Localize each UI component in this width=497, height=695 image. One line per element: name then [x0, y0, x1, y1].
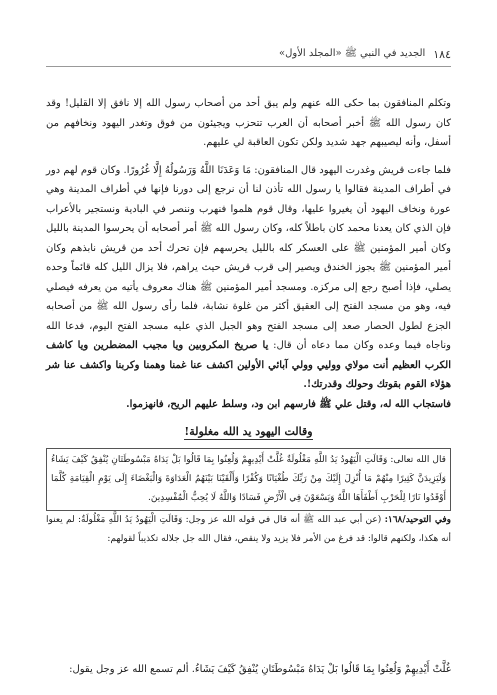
header-rule — [46, 66, 451, 67]
quran-quote-box: قال الله تعالى: وَقَالَتِ الْيَهُودُ يَدُ اللَّهِ مَغْلُولَةٌ غُلَّتْ أَيْدِيهِمْ وَلُعِنُوا بِمَا قَالُوا بَلْ يَدَاهُ مَبْسُوطَتَانِ يُنْفِقُ كَيْفَ يَشَاءُ وَلَيَزِيدَنَّ كَثِيرًا مِنْهُمْ مَا أُنْزِلَ إِلَيْكَ مِنْ رَبِّكَ طُغْيَانًا وَكُفْرًا وَأَلْقَيْنَا بَيْنَهُمُ الْعَدَاوَةَ وَالْبَغْضَاءَ إِلَى يَوْمِ الْقِيَامَةِ كُلَّمَا أَوْقَدُوا نَارًا لِلْحَرْبِ أَطْفَأَهَا اللَّهُ وَيَسْعَوْنَ فِي الْأَرْضِ فَسَادًا وَاللَّهُ لَا يُحِبُّ الْمُفْسِدِينَ. — [46, 448, 451, 511]
page-number: ١٨٤ — [433, 47, 451, 61]
section-heading: وقالت اليهود يد الله مغلولة! — [184, 425, 313, 438]
dua-text: يا صريخ المكروبين ويا مجيب المضطرين ويا كاشف الكرب العظيم أنت مولاي ووليي وولي آبائي الأولين اكشف عنا غمنا وهمنا وكربنا واكشف عنا شر هؤلاء القوم بقوتك وحولك وقدرتك!. — [46, 340, 451, 390]
closing-paragraph: فاستجاب الله له، وقتل علي ﷺ فارسهم ابن ود، وسلط عليهم الريح، فانهزموا. — [126, 398, 451, 410]
tawhid-paragraph — [46, 511, 451, 549]
last-line: غُلَّتْ أَيْدِيهِمْ وَلُعِنُوا بِمَا قَالُوا بَلْ يَدَاهُ مَبْسُوطَتَانِ يُنْفِقُ كَيْفَ يَشَاءُ. ألم تسمع الله عز وجل يقول: — [69, 664, 451, 675]
paragraph — [46, 161, 451, 395]
tawhid-text: (عن أبي عبد الله ﷺ أنه قال في قوله الله عز وجل: وَقَالَتِ الْيَهُودُ يَدُ اللَّهِ مَغْلُولَةٌ: لم يعنوا أنه هكذا، ولكنهم قالوا: قد فرغ من الأمر فلا يزيد ولا ينقص، فقال الله جل جلاله تكذيباً لقولهم: — [46, 514, 451, 544]
tawhid-label: وفي التوحيد/١٦٨: — [384, 514, 451, 525]
running-header — [46, 44, 451, 64]
paragraph-body: فلما جاءت قريش وغدرت اليهود قال المنافقون: مَا وَعَدَنَا اللَّهُ وَرَسُولُهُ إِلَّا غُرُورًا. وكان قوم لهم دور في أطراف المدينة فقالوا يا رسول الله تأذن لنا أن نرجع إلى دورنا فإنها في أطراف المدينة وهي عورة ونخاف اليهود أن يغيروا عليها، وقال قوم هلموا فنهرب وننصر في البادية ونستجير بالأعراب فإن الذي كان يعدنا محمد كان باطلاً كله، وكان رسول الله ﷺ أمر أصحابه أن يحرسوا المدينة بالليل وكان أمير المؤمنين ﷺ على العسكر كله بالليل يحرسهم فإن تحرك أحد من قريش نابذهم وكان أمير المؤمنين ﷺ يجوز الخندق ويصير إلى قرب قريش حيث يراهم، فلا يزال الليل كله قائماً وحده يصلي، فإذا أصبح رجع إلى مركزه. ومسجد أمير المؤمنين ﷺ هناك معروف يأتيه من يعرفه فيصلي فيه، وهو من مسجد الفتح إلى العقيق أكثر من غلوة نشابة، فلما رأى رسول الله ﷺ من أصحابه الجزع لطول الحصار صعد إلى مسجد الفتح وهو الجبل الذي عليه مسجد الفتح اليوم، فدعا الله وناجاه فيما وعده وكان مما دعاه أن قال: — [46, 164, 451, 351]
main-text — [46, 94, 451, 549]
paragraph: وتكلم المنافقون بما حكى الله عنهم ولم يبق أحد من أصحاب رسول الله إلا نافق إلا القليل! وقد كان رسول الله ﷺ أخبر أصحابه أن العرب تتحزب ويجيئون من فوق وتغدر اليهود ونخافهم من أسفل، وأنه ليصيبهم جهد شديد ولكن تكون العاقبة لي عليهم. — [46, 98, 451, 148]
book-title: الجديد في النبي ﷺ «المجلد الأول» — [278, 48, 426, 59]
